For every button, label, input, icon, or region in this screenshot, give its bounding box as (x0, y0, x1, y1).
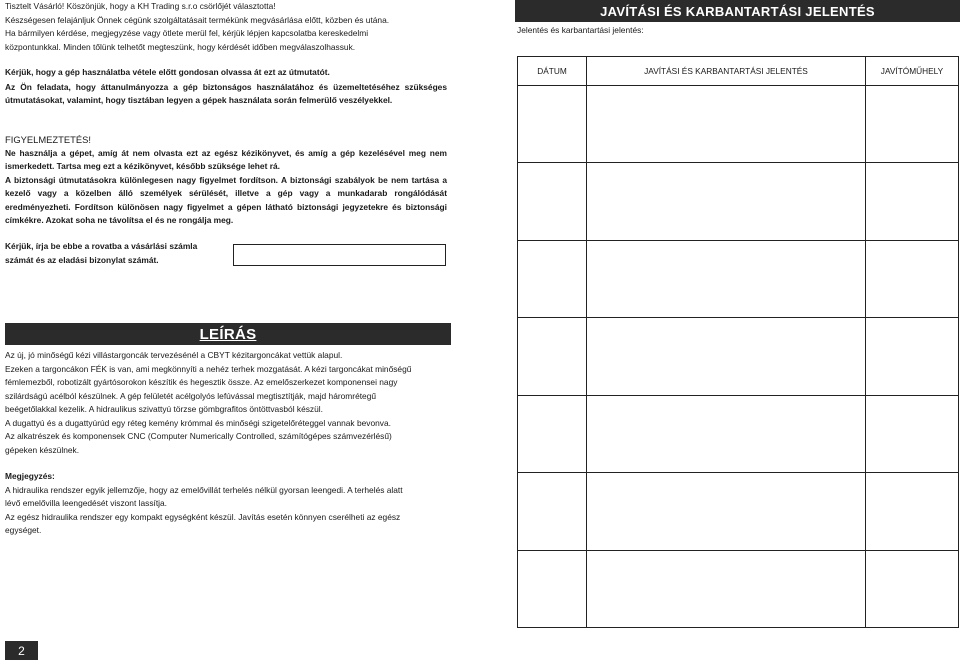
warning-section (5, 133, 447, 228)
report-rows (518, 86, 959, 628)
note-line: egységet. (5, 525, 42, 535)
column-header-date: DÁTUM (518, 57, 587, 86)
receipt-label (5, 240, 235, 267)
date-cell[interactable] (518, 550, 587, 627)
intro-text (5, 0, 447, 54)
date-cell[interactable] (518, 240, 587, 317)
warning-paragraph: Ne használja a gépet, amíg át nem olvasta ezt az egész kézikönyvet, és amíg a gép kezelésével meg nem ismerkedett. Tartsa meg ezt a kézikönyvet, később szüksége lehet rá. (5, 147, 447, 171)
description-line: A dugattyú és a dugattyúrúd egy réteg kemény krómmal és minőségi szigetelőréteggel vannak bevonva. (5, 417, 391, 428)
workshop-cell[interactable] (866, 318, 959, 395)
date-cell[interactable] (518, 395, 587, 472)
intro-line: központunkkal. Minden tőlünk telhetőt megteszünk, hogy kérdését időben megválaszolhassuk. (5, 41, 356, 52)
description-line: fémlemezből, robotizált gyártósorokon készítik és hegesztik össze. Az emelőszerkezet komponensei nagy (5, 377, 398, 387)
column-header-workshop: JAVÍTÓMŰHELY (866, 57, 959, 86)
report-subtitle: Jelentés és karbantartási jelentés: (517, 25, 644, 35)
receipt-number-field[interactable] (233, 244, 446, 266)
workshop-cell[interactable] (866, 550, 959, 627)
workshop-cell[interactable] (866, 86, 959, 163)
description-line: gépeken készülnek. (5, 444, 80, 455)
date-cell[interactable] (518, 86, 587, 163)
workshop-cell[interactable] (866, 240, 959, 317)
note-line: lévő emelővilla leengedését viszont lassítja. (5, 498, 168, 508)
note-title: Megjegyzés: (5, 471, 55, 481)
description-line: Az alkatrészek és komponensek CNC (Computer Numerically Controlled, számítógépes számvezérlésű) (5, 431, 392, 441)
report-cell[interactable] (587, 395, 866, 472)
note-line: A hidraulika rendszer egyik jellemzője, hogy az emelővillát terhelés nélkül gyorsan leengedi. A terhelés alatt (5, 484, 403, 495)
description-line: szilárdságú acélból készülnek. A gép felületét acélgolyós lefúvással megtisztítják, majd háromrétegű (5, 390, 377, 401)
report-header-row (518, 57, 959, 86)
report-row (518, 550, 959, 627)
report-cell[interactable] (587, 86, 866, 163)
description-line: beégetőlakkal kezelik. A hidraulikus szivattyú törzse gömbgrafitos öntöttvasból készül. (5, 404, 323, 414)
receipt-line: számát és az eladási bizonylat számát. (5, 254, 159, 265)
date-cell[interactable] (518, 473, 587, 550)
report-title: JAVÍTÁSI ÉS KARBANTARTÁSI JELENTÉS (515, 0, 960, 22)
report-row (518, 318, 959, 395)
warning-title: FIGYELMEZTETÉS! (5, 134, 91, 145)
instructions-body: Az Ön feladata, hogy áttanulmányozza a gép biztonságos használatához és üzemeltetéséhez szükséges útmutatásokat, valamint, hogy tisztában legyen a gépek használata során felmerülő veszélyekkel. (5, 81, 447, 105)
report-row (518, 240, 959, 317)
report-row (518, 473, 959, 550)
report-cell[interactable] (587, 318, 866, 395)
report-cell[interactable] (587, 240, 866, 317)
intro-line: Készségesen felajánljuk Önnek cégünk szolgáltatásait termékünk megvásárlása előtt, közben és utána. (5, 14, 390, 25)
note-line: Az egész hidraulika rendszer egy kompakt egységként készül. Javítás esetén könnyen cserélheti az egész (5, 511, 401, 522)
report-row (518, 163, 959, 240)
note-section (5, 470, 445, 538)
intro-line: Tisztelt Vásárló! Köszönjük, hogy a KH Trading s.r.o csörlőjét választotta! (5, 1, 276, 11)
date-cell[interactable] (518, 318, 587, 395)
description-line: Ezeken a targoncákon FÉK is van, ami megkönnyíti a nehéz terhek mozgatását. A kézi targoncákat minőségű (5, 363, 412, 374)
workshop-cell[interactable] (866, 163, 959, 240)
description-line: Az új, jó minőségű kézi villástargoncák tervezésénél a CBYT kézitargoncákat vettük alapul. (5, 350, 343, 360)
warning-paragraph: A biztonsági útmutatásokra különlegesen nagy figyelmet fordítson. A biztonsági szabályok be nem tartása a kezelő vagy a közelben álló személyek sérülését, illetve a gép vagy a munkadarab rongálódását eredményezheti. Fordítson különösen nagy figyelmet a gépen látható biztonsági jegyzetekre és biztonsági címkékre. Azokat soha ne távolítsa el és ne rongálja meg. (5, 174, 447, 225)
instructions-heading: Kérjük, hogy a gép használatba vétele előtt gondosan olvassa át ezt az útmutatót. (5, 67, 330, 77)
column-header-report: JAVÍTÁSI ÉS KARBANTARTÁSI JELENTÉS (587, 57, 866, 86)
description-title: LEÍRÁS (5, 323, 451, 345)
report-row (518, 86, 959, 163)
description-body (5, 349, 445, 457)
receipt-line: Kérjük, írja be ebbe a rovatba a vásárlási számla (5, 241, 198, 251)
report-cell[interactable] (587, 550, 866, 627)
page-number: 2 (5, 641, 38, 660)
intro-line: Ha bármilyen kérdése, megjegyzése vagy ötlete merül fel, kérjük lépjen kapcsolatba kereskedelmi (5, 28, 369, 38)
workshop-cell[interactable] (866, 395, 959, 472)
workshop-cell[interactable] (866, 473, 959, 550)
report-row (518, 395, 959, 472)
report-table (517, 56, 959, 628)
report-cell[interactable] (587, 473, 866, 550)
date-cell[interactable] (518, 163, 587, 240)
report-cell[interactable] (587, 163, 866, 240)
instructions-section (5, 66, 447, 108)
